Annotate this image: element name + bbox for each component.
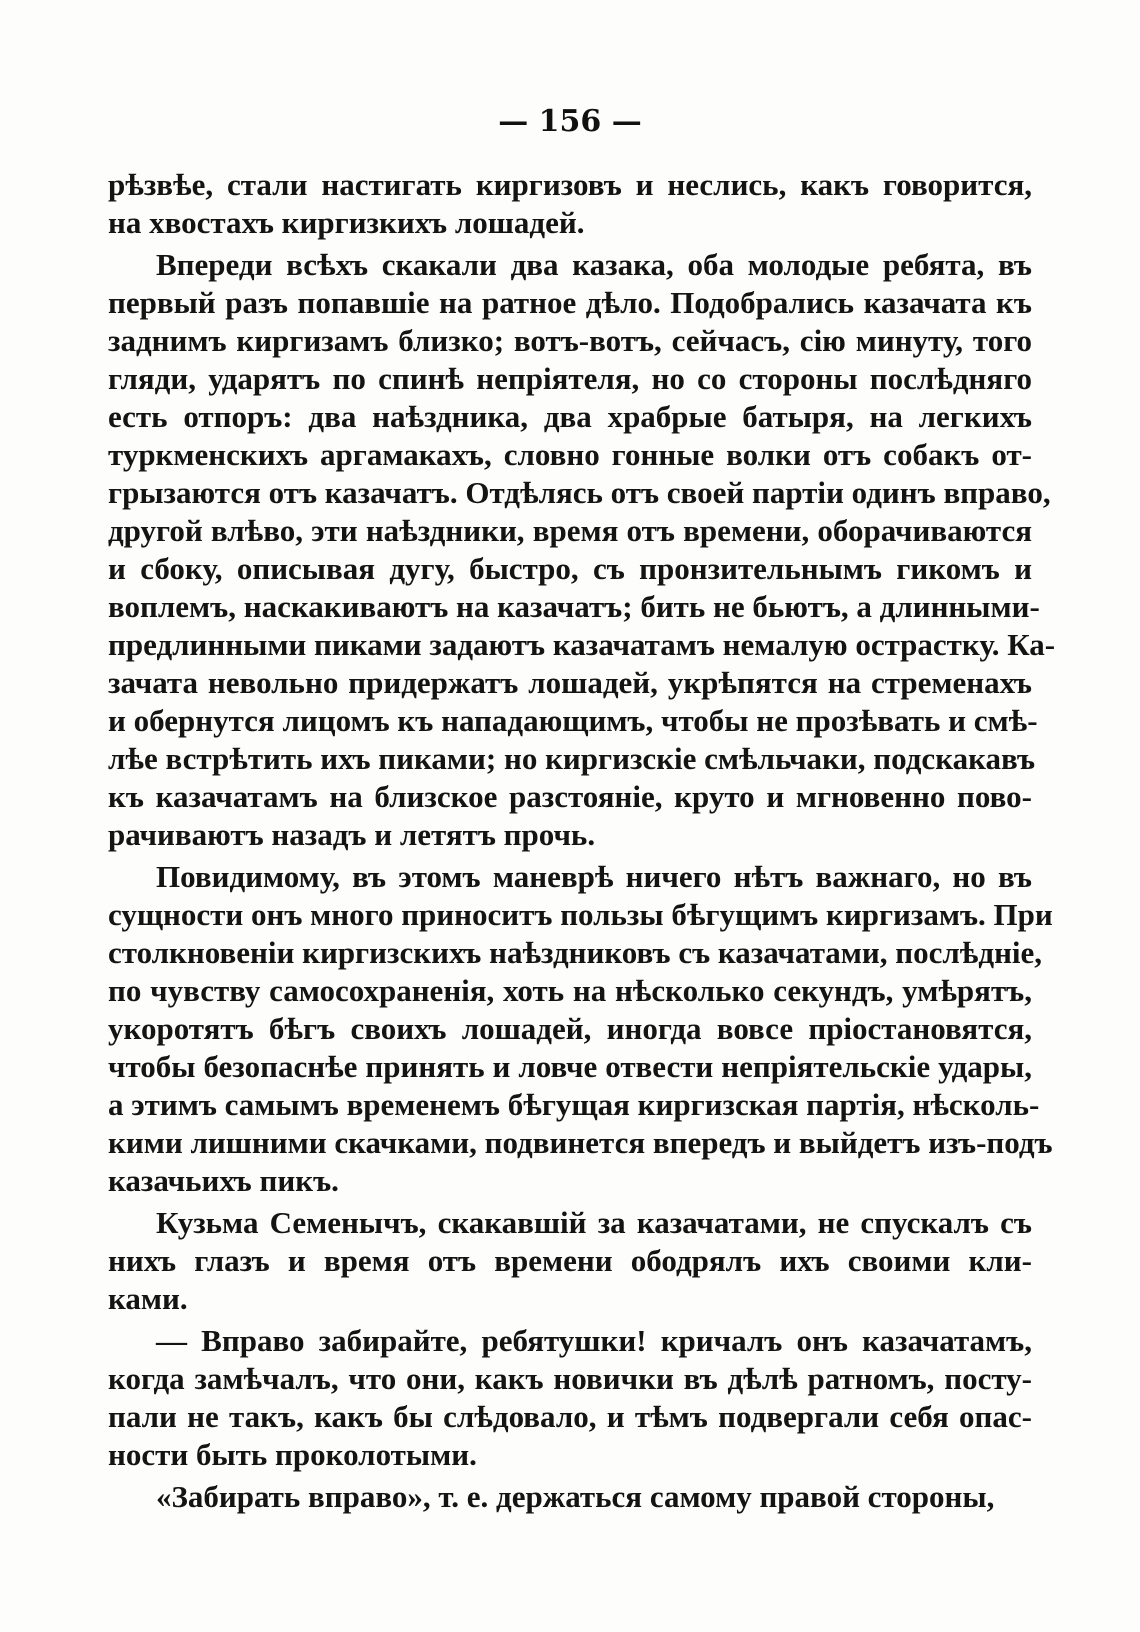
- text-line: казачьихъ пикъ.: [108, 1163, 339, 1198]
- text-line: — Вправо забирайте, ребятушки! кричалъ онъ казачатамъ,: [156, 1323, 1032, 1358]
- text-line: когда замѣчалъ, что они, какъ новички въ дѣлѣ ратномъ, посту-: [108, 1361, 1032, 1396]
- text-line: предлинными пиками задаютъ казачатамъ немалую острастку. Ка-: [108, 627, 1056, 662]
- text-line: заднимъ киргизамъ близко; вотъ-вотъ, сейчасъ, сію минуту, того: [108, 323, 1032, 358]
- text-line: другой влѣво, эти наѣздники, время отъ времени, оборачиваются: [108, 513, 1032, 548]
- paragraph: [108, 858, 1053, 1200]
- text-line: укоротятъ бѣгъ своихъ лошадей, иногда вовсе пріостановятся,: [108, 1011, 1032, 1046]
- paragraph: [108, 1204, 1032, 1318]
- paragraph: [108, 166, 1032, 242]
- text-line: зачата невольно придержатъ лошадей, укрѣпятся на стременахъ: [108, 665, 1032, 700]
- text-line: Повидимому, въ этомъ маневрѣ ничего нѣтъ важнаго, но въ: [156, 859, 1032, 894]
- text-line: на хвостахъ киргизкихъ лошадей.: [108, 205, 585, 240]
- paragraph: [108, 1322, 1032, 1474]
- text-line: грызаются отъ казачатъ. Отдѣлясь отъ своей партіи одинъ вправо,: [108, 475, 1051, 510]
- paragraph: [108, 1478, 1032, 1516]
- text-line: кими лишними скачками, подвинется впередъ и выйдетъ изъ-подъ: [108, 1125, 1053, 1160]
- text-line: есть отпоръ: два наѣздника, два храбрые батыря, на легкихъ: [108, 399, 1032, 434]
- text-body: [108, 166, 1056, 1520]
- text-line: ности быть проколотыми.: [108, 1437, 477, 1472]
- text-line: нихъ глазъ и время отъ времени ободрялъ ихъ своими кли-: [108, 1243, 1032, 1278]
- text-line: и обернутся лицомъ къ нападающимъ, чтобы не прозѣвать и смѣ-: [108, 703, 1038, 738]
- text-line: по чувству самосохраненія, хоть на нѣсколько секундъ, умѣрятъ,: [108, 973, 1032, 1008]
- text-line: воплемъ, наскакиваютъ на казачатъ; бить не бьютъ, а длинными-: [108, 589, 1040, 624]
- text-line: лѣе встрѣтить ихъ пиками; но киргизскіе смѣльчаки, подскакавъ: [108, 741, 1036, 776]
- page-number: — 156 —: [498, 104, 642, 139]
- text-line: пали не такъ, какъ бы слѣдовало, и тѣмъ подвергали себя опас-: [108, 1399, 1032, 1434]
- paragraph: [108, 246, 1056, 854]
- text-line: къ казачатамъ на близское разстояніе, круто и мгновенно пово-: [108, 779, 1032, 814]
- text-line: Впереди всѣхъ скакали два казака, оба молодые ребята, въ: [156, 247, 1032, 282]
- text-line: чтобы безопаснѣе принять и ловче отвести непріятельскіе удары,: [108, 1049, 1032, 1084]
- text-line: а этимъ самымъ временемъ бѣгущая киргизская партія, нѣсколь-: [108, 1087, 1040, 1122]
- text-line: туркменскихъ аргамакахъ, словно гонные волки отъ собакъ от-: [108, 437, 1032, 472]
- text-line: ками.: [108, 1281, 188, 1316]
- text-line: рѣзвѣе, стали настигать киргизовъ и неслись, какъ говорится,: [108, 167, 1032, 202]
- text-line: и сбоку, описывая дугу, быстро, съ пронзительнымъ гикомъ и: [108, 551, 1032, 586]
- text-line: «Забирать вправо», т. е. держаться самому правой стороны,: [156, 1479, 995, 1514]
- text-line: сущности онъ много приноситъ пользы бѣгущимъ киргизамъ. При: [108, 897, 1053, 932]
- text-line: гляди, ударятъ по спинѣ непріятеля, но со стороны послѣдняго: [108, 361, 1032, 396]
- text-line: рачиваютъ назадъ и летятъ прочь.: [108, 817, 596, 852]
- text-line: столкновеніи киргизскихъ наѣздниковъ съ казачатами, послѣдніе,: [108, 935, 1043, 970]
- text-line: Кузьма Семенычъ, скакавшій за казачатами, не спускалъ съ: [156, 1205, 1032, 1240]
- text-line: первый разъ попавшіе на ратное дѣло. Подобрались казачата къ: [108, 285, 1032, 320]
